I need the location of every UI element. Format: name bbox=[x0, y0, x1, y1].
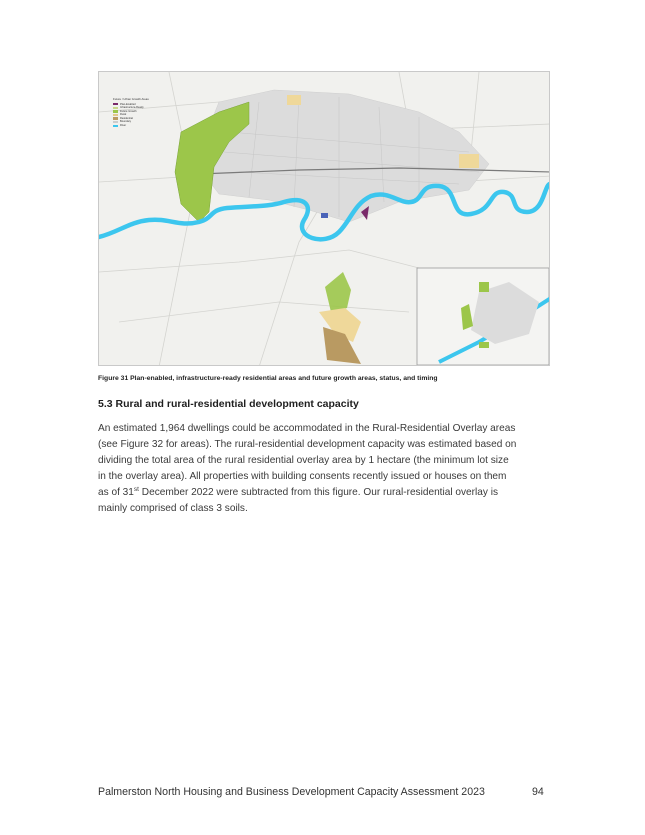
page-number: 94 bbox=[532, 786, 544, 798]
body-line: in the overlay area). All properties with building consents recently issued or houses on them bbox=[98, 471, 507, 482]
legend-item: Infrastructure-Ready bbox=[113, 106, 159, 110]
legend-item: Boundary bbox=[113, 120, 159, 124]
legend-item: River bbox=[113, 124, 159, 128]
body-line: An estimated 1,964 dwellings could be accommodated in the Rural-Residential Overlay areas bbox=[98, 423, 516, 434]
area-east bbox=[459, 154, 479, 168]
legend-item: Residential bbox=[113, 117, 159, 121]
small-blue-area bbox=[321, 213, 328, 218]
map-legend bbox=[113, 98, 159, 128]
ordinal-superscript: st bbox=[133, 486, 139, 493]
legend-item: Rural bbox=[113, 113, 159, 117]
section-body bbox=[98, 421, 550, 517]
inset-growth-1 bbox=[479, 282, 489, 292]
inset-growth-3 bbox=[479, 342, 489, 348]
body-line: (see Figure 32 for areas). The rural-residential development capacity was estimated based on bbox=[98, 439, 517, 450]
body-line: dividing the total area of the rural residential overlay area by 1 hectare (the minimum lot size bbox=[98, 455, 509, 466]
legend-title: Future / Urban Growth Areas bbox=[113, 97, 149, 101]
figure-caption: Figure 31 Plan-enabled, infrastructure-ready residential areas and future growth areas, status, and timing bbox=[98, 375, 438, 382]
body-line: as of 31st December 2022 were subtracted from this figure. Our rural-residential overlay is bbox=[98, 486, 499, 498]
map-figure bbox=[98, 71, 550, 366]
legend-item: Future Growth bbox=[113, 110, 159, 114]
area-north bbox=[287, 95, 301, 105]
body-line: mainly comprised of class 3 soils. bbox=[98, 503, 248, 514]
section-heading: 5.3 Rural and rural-residential development capacity bbox=[98, 398, 359, 410]
legend-item: Plan-Enabled bbox=[113, 102, 159, 106]
footer-title: Palmerston North Housing and Business Development Capacity Assessment 2023 bbox=[98, 786, 485, 798]
map-graphic bbox=[99, 72, 550, 366]
